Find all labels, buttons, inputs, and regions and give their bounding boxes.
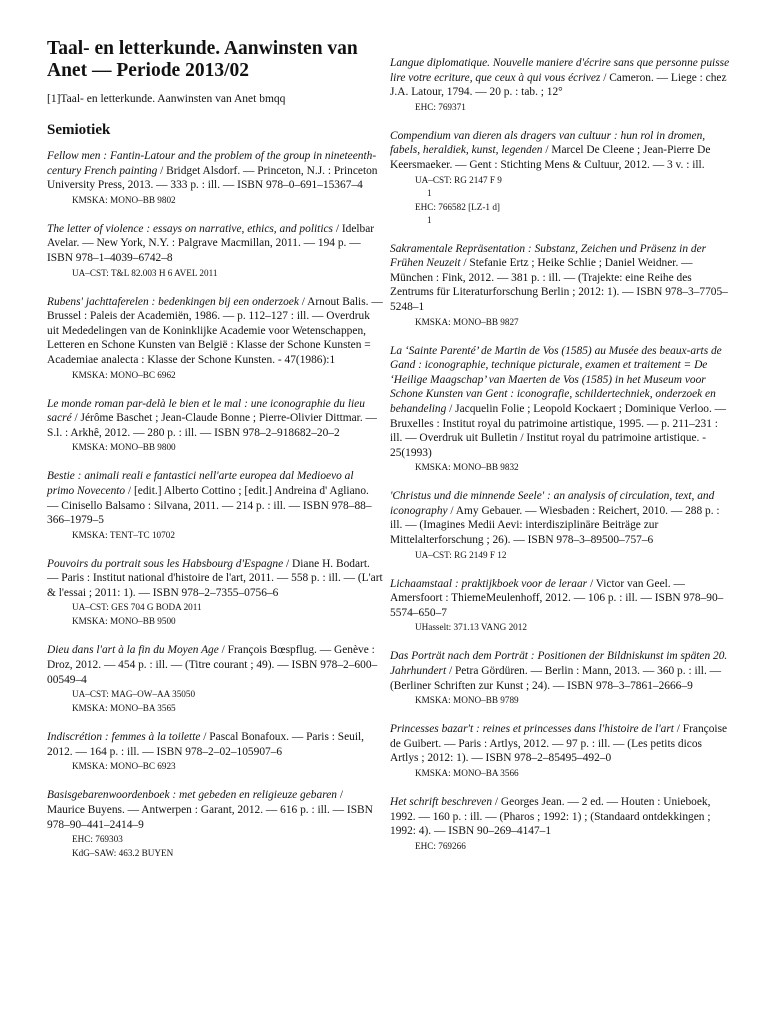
entry-title: Pouvoirs du portrait sous les Habsbourg d'Espagne bbox=[47, 557, 284, 570]
entry-title: Princesses bazar't : reines et princesses dans l'histoire de l'art bbox=[390, 723, 674, 736]
holding-location bbox=[72, 369, 383, 382]
right-column bbox=[390, 38, 730, 868]
entry-title: Le monde roman par-delà le bien et le mal : une iconographie du lieu sacré bbox=[47, 397, 365, 425]
entry-list-left bbox=[47, 149, 383, 860]
holding-shelfmark: KMSKA: MONO–BB 9832 bbox=[415, 462, 519, 473]
holding-location bbox=[415, 621, 730, 634]
entry-title: Dieu dans l'art à la fin du Moyen Age bbox=[47, 644, 219, 657]
entry-description: / Cameron. — Liege : chez J.A. Latour, 1794. — 20 p. : tab. ; 12° bbox=[390, 71, 727, 99]
holding-shelfmark: KMSKA: MONO–BC 6962 bbox=[72, 369, 176, 380]
holding-location bbox=[72, 760, 383, 773]
entry-text bbox=[390, 577, 730, 621]
holding-location bbox=[72, 267, 383, 280]
bibliography-entry bbox=[47, 788, 383, 860]
page-subtitle: [1]Taal- en letterkunde. Aanwinsten van Anet bmqq bbox=[47, 93, 286, 105]
holding-location bbox=[415, 767, 730, 780]
entry-description: / Amy Gebauer. — Wiesbaden : Reichert, 2010. — 288 p. : ill. — (Imagines Medii Aevi: interdisziplinäre Beiträge zur Mittelalterforschung ; 26). — ISBN 978–3–89500–757–6 bbox=[390, 504, 720, 547]
holding-location bbox=[415, 549, 730, 562]
holding-location bbox=[72, 702, 383, 715]
holding-shelfmark: KdG–SAW: 463.2 BUYEN bbox=[72, 848, 174, 859]
entry-description: / Arnout Balis. — Brussel : Paleis der Academiën, 1986. — p. 112–127 : ill. — Overdruk uit Mededelingen van de Koninklijke Academie voor Wetenschappen, Letteren en Schone Kunsten van België : Klasse der Schone Kunsten = Academiae analecta : Klasse der Schone Kunsten. - 47(1986):1 bbox=[47, 295, 383, 366]
holding-shelfmark: EHC: 769303 bbox=[72, 834, 123, 845]
holding-shelfmark: KMSKA: MONO–BB 9800 bbox=[72, 442, 176, 453]
entry-list-right bbox=[390, 56, 730, 853]
bibliography-entry bbox=[390, 242, 730, 329]
holding-location bbox=[415, 174, 730, 200]
bibliography-entry bbox=[390, 649, 730, 707]
holding-location bbox=[415, 694, 730, 707]
entry-description: / Stefanie Ertz ; Heike Schlie ; Daniel Weidner. — München : Fink, 2012. — 381 p. : ill. — (Trajekte: eine Reihe des Zentrums für Literaturforschung Berlin ; 2012: 1). — ISBN 978–3–7705–5248–1 bbox=[390, 257, 728, 313]
bibliography-entry bbox=[47, 730, 383, 773]
bibliography-entry bbox=[390, 344, 730, 475]
entry-text bbox=[390, 129, 730, 173]
holding-shelfmark: UA–CST: GES 704 G BODA 2011 bbox=[72, 602, 202, 613]
holding-shelfmark: KMSKA: MONO–BB 9789 bbox=[415, 695, 519, 706]
holding-location bbox=[72, 847, 383, 860]
bibliography-entry bbox=[390, 129, 730, 227]
entry-title: Bestie : animali reali e fantastici nell'arte europea dal Medioevo al primo Novecento bbox=[47, 470, 354, 497]
entry-description: / Petra Gördüren. — Berlin : Mann, 2013. — 360 p. : ill. — (Berliner Schriften zur Kunst ; 24). — ISBN 978–3–7861–2666–9 bbox=[390, 665, 722, 692]
entry-description: / Jérôme Baschet ; Jean-Claude Bonne ; Pierre-Olivier Dittmar. — S.l. : Arkhê, 2012. — 280 p. : ill. — ISBN 978–2–918682–20–2 bbox=[47, 412, 377, 439]
entry-title: Fellow men : Fantin-Latour and the problem of the group in nineteenth-century French painting bbox=[47, 150, 377, 177]
entry-description: / Idelbar Avelar. — New York, N.Y. : Palgrave Macmillan, 2011. — 194 p. — ISBN 978–1–4039–6742–8 bbox=[47, 222, 375, 264]
holding-location bbox=[415, 461, 730, 474]
entry-text bbox=[390, 489, 730, 547]
entry-title: The letter of violence : essays on narrative, ethics, and politics bbox=[47, 222, 333, 235]
holding-shelfmark: KMSKA: MONO–BC 6923 bbox=[72, 761, 176, 772]
holding-location bbox=[415, 840, 730, 853]
holding-location bbox=[72, 194, 383, 207]
bibliography-entry bbox=[390, 489, 730, 561]
holding-location bbox=[72, 688, 383, 701]
entry-text bbox=[390, 56, 730, 100]
holding-location bbox=[72, 615, 383, 628]
holding-shelfmark: EHC: 766582 [LZ-1 d] bbox=[415, 201, 500, 212]
holding-shelfmark: UA–CST: RG 2149 F 12 bbox=[415, 549, 507, 560]
entry-text bbox=[47, 469, 383, 527]
entry-title: Indiscrétion : femmes à la toilette bbox=[47, 731, 201, 744]
entry-title: Lichaamstaal : praktijkboek voor de leraar bbox=[390, 577, 588, 590]
entry-title: Langue diplomatique. Nouvelle maniere d'écrire sans que personne puisse lire votre ecriture, que ceux à qui vous écrivez bbox=[390, 57, 730, 84]
entry-title: Het schrift beschreven bbox=[390, 796, 493, 808]
entry-text bbox=[47, 730, 383, 759]
entry-description: / Maurice Buyens. — Antwerpen : Garant, 2012. — 616 p. : ill. — ISBN 978–90–441–2414–9 bbox=[47, 789, 373, 831]
bibliography-entry bbox=[390, 722, 730, 780]
holding-location bbox=[415, 201, 730, 227]
entry-text bbox=[47, 557, 383, 601]
entry-description: / Marcel De Cleene ; Jean-Pierre De Keersmaeker. — Gent : Stichting Mens & Cultuur, 2012. — 3 v. : ill. bbox=[390, 144, 711, 171]
holding-shelfmark: UA–CST: T&L 82.003 H 6 AVEL 2011 bbox=[72, 267, 218, 278]
bibliography-entry bbox=[47, 222, 383, 280]
bibliography-entry bbox=[390, 56, 730, 114]
holding-location bbox=[72, 441, 383, 454]
entry-description: / Françoise de Guibert. — Paris : Artlys, 2012. — 97 p. : ill. — (Les petits dicos Artlys ; 2012: 1). — ISBN 978–2–85495–492–0 bbox=[390, 723, 728, 765]
holding-shelfmark: EHC: 769371 bbox=[415, 101, 466, 112]
entry-text bbox=[390, 649, 730, 693]
entry-text bbox=[47, 643, 383, 687]
page-title: Taal- en letterkunde. Aanwinsten van Anet — Periode 2013/02 bbox=[47, 38, 358, 81]
left-column bbox=[47, 38, 383, 875]
holding-shelfmark: UA–CST: RG 2147 F 9 bbox=[415, 174, 502, 185]
entry-title: Rubens' jachttaferelen : bedenkingen bij een onderzoek bbox=[47, 295, 299, 308]
entry-text bbox=[390, 795, 730, 839]
holding-location bbox=[415, 316, 730, 329]
entry-description: / Bridget Alsdorf. — Princeton, N.J. : Princeton University Press, 2013. — 333 p. : ill. — ISBN 978–0–691–15367–4 bbox=[47, 164, 378, 192]
entry-title: Sakramentale Repräsentation : Substanz, Zeichen und Präsenz in der Frühen Neuzeit bbox=[390, 242, 707, 270]
holding-location bbox=[72, 529, 383, 542]
holding-copy-number: 1 bbox=[427, 187, 432, 198]
holding-shelfmark: KMSKA: MONO–BA 3565 bbox=[72, 703, 176, 714]
entry-text bbox=[390, 344, 730, 461]
bibliography-entry bbox=[47, 557, 383, 629]
holding-copy-number: 1 bbox=[427, 214, 432, 225]
holding-shelfmark: KMSKA: TENT–TC 10702 bbox=[72, 529, 175, 540]
bibliography-entry bbox=[47, 149, 383, 207]
entry-description: / Jacquelin Folie ; Leopold Kockaert ; Dominique Verloo. — Bruxelles : Institut royal du patrimoine artistique, 1995. — p. 211–231 : ill. — Overdruk uit Bulletin / Institut royal du patrimoine artistique. - 25(1993) bbox=[390, 402, 727, 459]
entry-text bbox=[47, 397, 383, 441]
entry-text bbox=[47, 295, 383, 368]
entry-text bbox=[47, 222, 383, 266]
entry-title: La ‘Sainte Parenté’ de Martin de Vos (1585) au Musée des beaux-arts de Gand : iconographie, technique picturale, examen et traitement = De ‘Heilige Maagschap’ van Maerten de Vos (1585) in het Museum voor Schone Kunsten van Gent : iconografie, schildertechniek, onderzoek en behandeling bbox=[390, 344, 722, 415]
holding-location bbox=[415, 101, 730, 114]
entry-description: / Victor van Geel. — Amersfoort : ThiemeMeulenhoff, 2012. — 106 p. : ill. — ISBN 978–90–5574–650–7 bbox=[390, 577, 724, 619]
entry-title: Das Porträt nach dem Porträt : Positionen der Bildniskunst im späten 20. Jahrhundert bbox=[390, 650, 728, 678]
holding-shelfmark: KMSKA: MONO–BA 3566 bbox=[415, 768, 519, 778]
entry-title: Compendium van dieren als dragers van cultuur : hun rol in dromen, fabels, heraldiek, kunst, legenden bbox=[390, 129, 706, 157]
entry-description: / [edit.] Alberto Cottino ; [edit.] Andreina d' Agliano. — Cinisello Balsamo : Silvana, 2011. — 214 p. : ill. — ISBN 978–88–366–1979–5 bbox=[47, 484, 372, 527]
holding-shelfmark: KMSKA: MONO–BB 9500 bbox=[72, 616, 176, 627]
holding-shelfmark: EHC: 769266 bbox=[415, 840, 466, 851]
bibliography-entry bbox=[47, 469, 383, 541]
entry-title: Basisgebarenwoordenboek : met gebeden en religieuze gebaren bbox=[47, 789, 337, 802]
entry-text bbox=[390, 242, 730, 315]
bibliography-entry bbox=[47, 397, 383, 455]
entry-text bbox=[47, 788, 383, 832]
entry-description: / Pascal Bonafoux. — Paris : Seuil, 2012. — 164 p. : ill. — ISBN 978–2–02–105907–6 bbox=[47, 731, 365, 758]
holding-location bbox=[72, 601, 383, 614]
bibliography-entry bbox=[390, 577, 730, 635]
bibliography-entry bbox=[47, 643, 383, 715]
entry-description: / François Bœspflug. — Genève : Droz, 2012. — 454 p. : ill. — (Titre courant ; 49). — ISBN 978–2–600–00549–4 bbox=[47, 644, 378, 686]
holding-shelfmark: KMSKA: MONO–BB 9802 bbox=[72, 194, 176, 205]
entry-description: / Georges Jean. — 2 ed. — Houten : Unieboek, 1992. — 160 p. : ill. — (Pharos ; 1992: 1) ; (Standaard ontdekkingen ; 1992: 4). — ISBN 90–269–4147–1 bbox=[390, 796, 711, 838]
entry-description: / Diane H. Bodart. — Paris : Institut national d'histoire de l'art, 2011. — 558 p. : ill. — (L'art & l'essai ; 2011: 1). — ISBN 978–2–7355–0756–6 bbox=[47, 557, 383, 599]
entry-text bbox=[390, 722, 730, 766]
holding-shelfmark: UA–CST: MAG–OW–AA 35050 bbox=[72, 689, 196, 700]
entry-text bbox=[47, 149, 383, 193]
bibliography-entry bbox=[47, 295, 383, 382]
holding-shelfmark: KMSKA: MONO–BB 9827 bbox=[415, 316, 519, 327]
entry-title: 'Christus und die minnende Seele' : an analysis of circulation, text, and iconography bbox=[390, 490, 715, 517]
holding-location bbox=[72, 833, 383, 846]
bibliography-entry bbox=[390, 795, 730, 853]
section-heading: Semiotiek bbox=[47, 122, 111, 138]
holding-shelfmark: UHasselt: 371.13 VANG 2012 bbox=[415, 622, 527, 633]
